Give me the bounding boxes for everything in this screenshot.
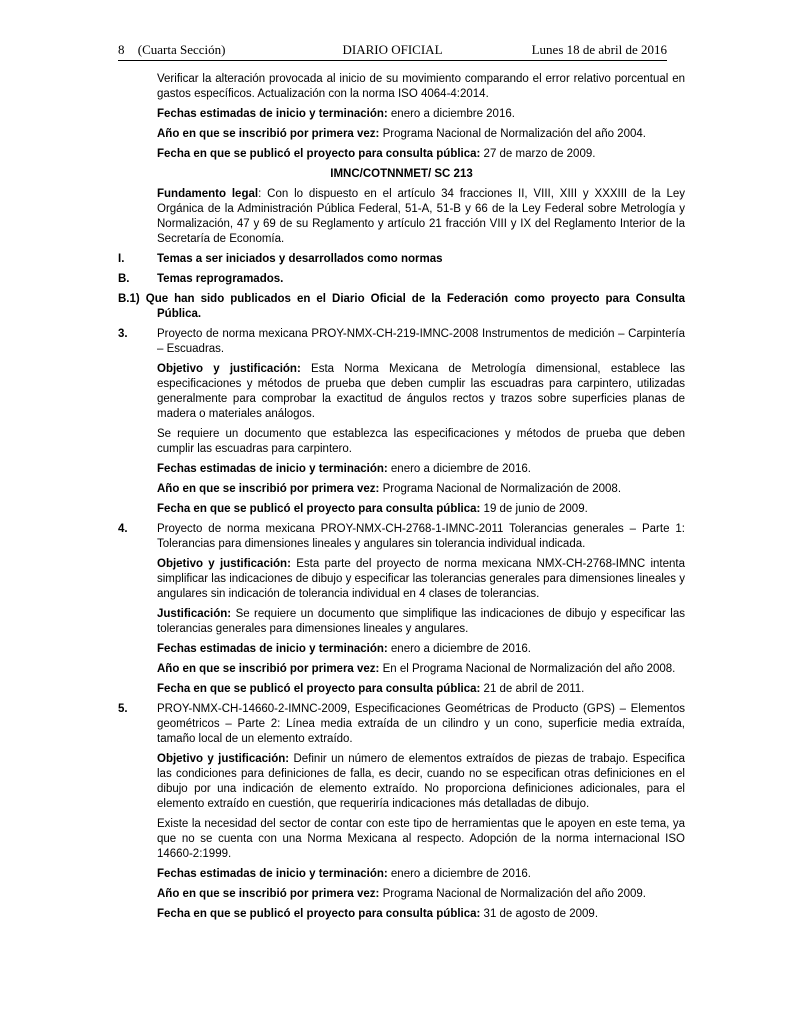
paragraph: Año en que se inscribió por primera vez: Programa Nacional de Normalización de 2008. [157, 483, 622, 495]
list-item: 5. PROY-NMX-CH-14660-2-IMNC-2009, Especificaciones Geométricas de Producto (GPS) – Elementos geométricos – Parte 2: Línea media extraída de un cilindro y un cono, superficie media extraída, tamaño local de un elemento extraído. [118, 703, 685, 745]
publication-title: DIARIO OFICIAL [342, 42, 443, 57]
committee-heading: IMNC/COTNNMET/ SC 213 [330, 168, 473, 180]
paragraph: Fechas estimadas de inicio y terminación: enero a diciembre de 2016. [157, 643, 531, 655]
section-label: (Cuarta Sección) [137, 42, 226, 57]
paragraph: Año en que se inscribió por primera vez: Programa Nacional de Normalización del año 2004. [157, 128, 646, 140]
paragraph: Se requiere un documento que establezca las especificaciones y métodos de prueba que deben cumplir las escuadras para carpintero. [157, 428, 685, 455]
paragraph: Fechas estimadas de inicio y terminación: enero a diciembre de 2016. [157, 868, 531, 880]
paragraph: Fundamento legal: Con lo dispuesto en el artículo 34 fracciones II, VIII, XIII y XXXIII de la Ley Orgánica de la Administración Pública Federal, 51-A, 51-B y 66 de la Ley Federal sobre Metrología y Normalización, 47 y 69 de su Reglamento y artículo 21 fracción VIII y IX del Reglamento Interior de la Secretaría de Economía. [157, 188, 685, 245]
section-heading: I. Temas a ser iniciados y desarrollados como normas [118, 253, 443, 265]
paragraph: Objetivo y justificación: Definir un número de elementos extraídos de piezas de trabajo. Especifica las condiciones para definiciones de falla, es decir, cuando no se especifican otras definiciones en el dibujo por una indicación de elemento extraído. No proporciona definiciones adicionales, para el elemento extraído en cuestión, que requeriría indicaciones más detalladas de dibujo. [157, 753, 685, 810]
paragraph: Fecha en que se publicó el proyecto para consulta pública: 27 de marzo de 2009. [157, 148, 596, 160]
paragraph: Objetivo y justificación: Esta parte del proyecto de norma mexicana NMX-CH-2768-IMNC intenta simplificar las indicaciones de dibujo y especificar las tolerancias generales para dimensiones lineales y angulares sin indicación de tolerancia individual en 4 clases de tolerancias. [157, 558, 686, 600]
page-number: 8 [118, 42, 125, 57]
paragraph: Año en que se inscribió por primera vez: Programa Nacional de Normalización del año 2009. [157, 888, 646, 900]
paragraph: Año en que se inscribió por primera vez: En el Programa Nacional de Normalización del año 2008. [157, 663, 676, 675]
paragraph: Justificación: Se requiere un documento que simplifique las indicaciones de dibujo y especificar las tolerancias generales para dimensiones lineales y angulares. [157, 608, 685, 635]
paragraph: Fecha en que se publicó el proyecto para consulta pública: 21 de abril de 2011. [157, 683, 585, 695]
section-heading: B. Temas reprogramados. [118, 273, 284, 285]
paragraph: Fecha en que se publicó el proyecto para consulta pública: 31 de agosto de 2009. [157, 908, 599, 920]
paragraph: Objetivo y justificación: Esta Norma Mexicana de Metrología dimensional, establece las especificaciones y métodos de prueba que deben cumplir las escuadras para carpintero, utilizadas generalmente para comprobar la exactitud de ángulos rectos y trazos sobre superficies planas de madera o materiales análogos. [157, 363, 685, 420]
publication-date: Lunes 18 de abril de 2016 [531, 42, 667, 57]
paragraph: Verificar la alteración provocada al inicio de su movimiento comparando el error relativo porcentual en gastos específicos. Actualización con la norma ISO 4064-4:2014. [157, 73, 685, 100]
list-item: 3. Proyecto de norma mexicana PROY-NMX-CH-219-IMNC-2008 Instrumentos de medición – Carpintería – Escuadras. [118, 328, 685, 355]
paragraph: Fechas estimadas de inicio y terminación: enero a diciembre de 2016. [157, 463, 531, 475]
paragraph: Fechas estimadas de inicio y terminación: enero a diciembre 2016. [157, 108, 515, 120]
paragraph: Fecha en que se publicó el proyecto para consulta pública: 19 de junio de 2009. [157, 503, 588, 515]
document-body [118, 72, 685, 927]
list-item: 4. Proyecto de norma mexicana PROY-NMX-CH-2768-1-IMNC-2011 Tolerancias generales – Parte 1: Tolerancias para dimensiones lineales y angulares sin tolerancia individual indicada. [118, 523, 685, 550]
paragraph: Existe la necesidad del sector de contar con este tipo de herramientas que le apoyen en este tema, ya que no se cuenta con una Norma Mexicana al respecto. Adopción de la norma internacional ISO 14660-2:1999. [157, 818, 685, 860]
page-header [118, 42, 667, 60]
header-rule [118, 60, 667, 61]
section-heading: B.1) Que han sido publicados en el Diario Oficial de la Federación como proyecto para Consulta Pública. [118, 293, 685, 320]
